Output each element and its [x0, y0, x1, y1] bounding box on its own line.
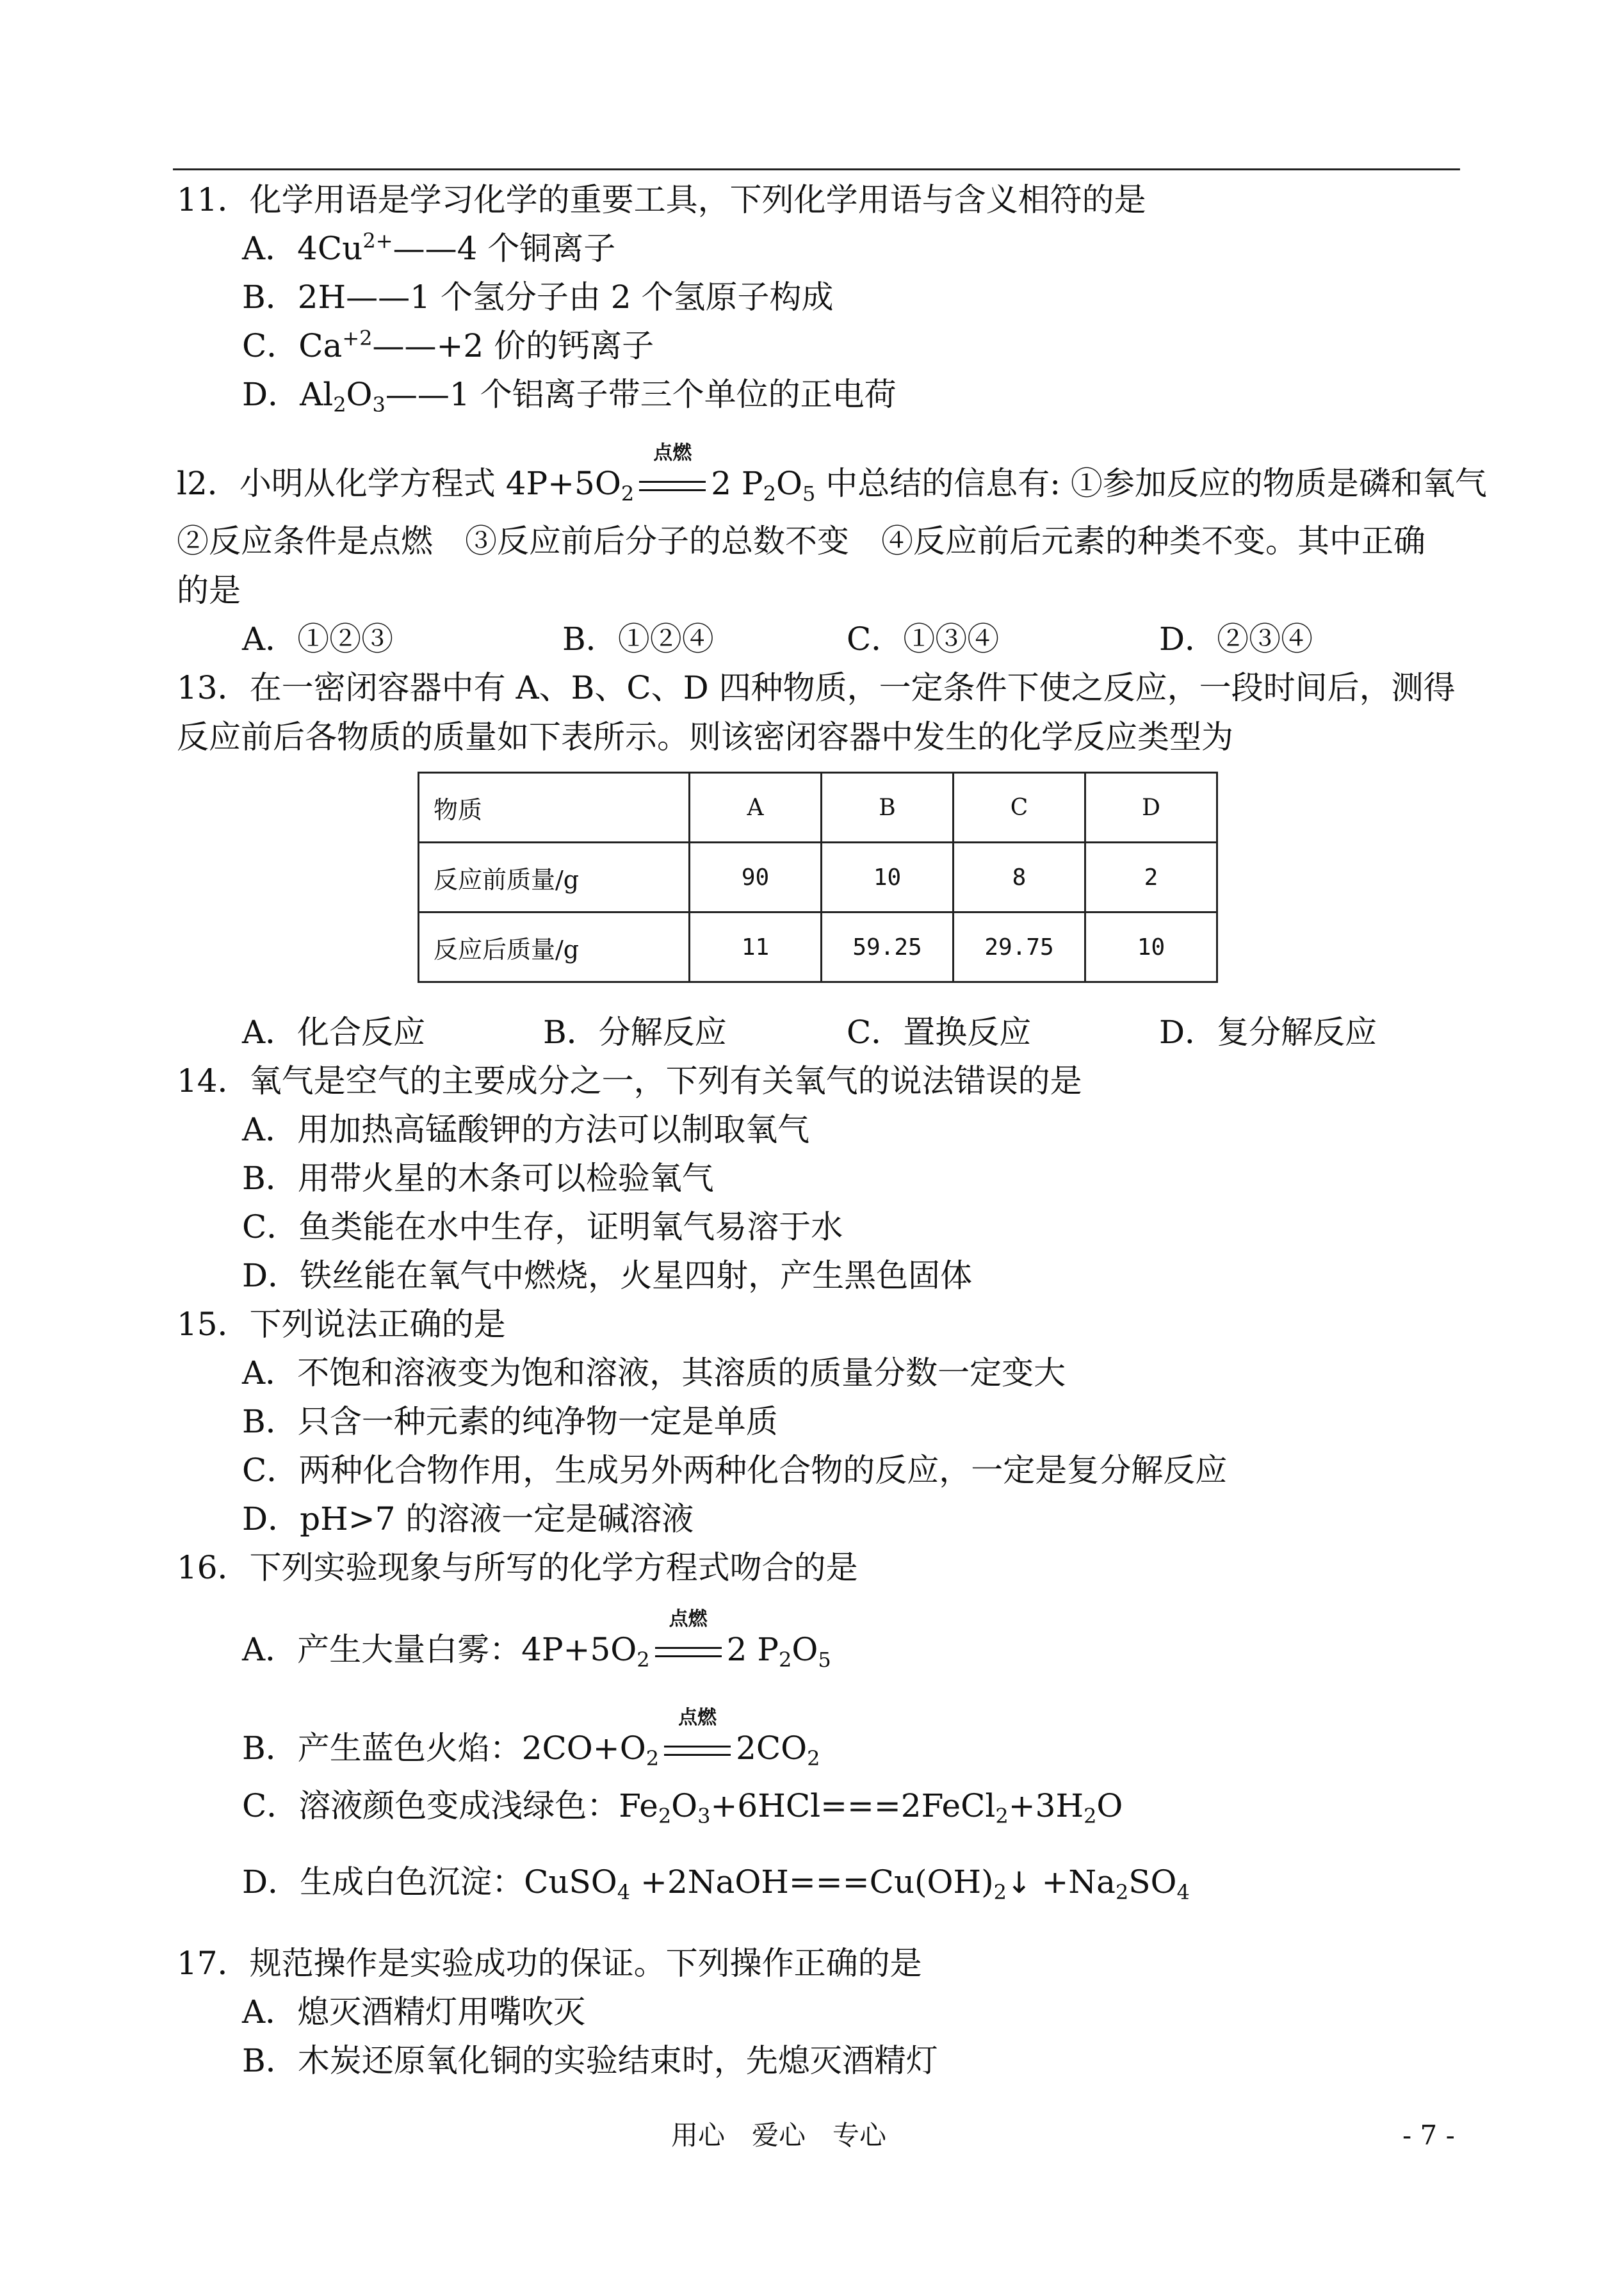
table-cell: C — [954, 773, 1085, 843]
table-cell: 59.25 — [822, 912, 954, 982]
q14-option-b: B．用带火星的木条可以检验氧气 — [242, 1160, 714, 1197]
q11-option-b: B．2H——1 个氢分子由 2 个氢原子构成 — [242, 279, 834, 316]
q17-option-b: B．木炭还原氧化铜的实验结束时，先熄灭酒精灯 — [242, 2042, 938, 2079]
table-cell: 物质 — [419, 773, 690, 843]
table-cell: D — [1085, 773, 1217, 843]
q12-option-a: A．①②③ — [242, 620, 394, 658]
q11-option-c: C．$Ca^{+2}——+2$ 价的钙离子 — [242, 326, 654, 364]
table-cell: 反应前质量/g — [419, 843, 690, 912]
q16-stem: 16．下列实验现象与所写的化学方程式吻合的是 — [177, 1549, 858, 1586]
page-number: - 7 - — [1402, 2120, 1455, 2151]
table-cell: 10 — [1085, 912, 1217, 982]
table-cell: A — [690, 773, 822, 843]
q14-option-d: D．铁丝能在氧气中燃烧，火星四射，产生黑色固体 — [242, 1257, 973, 1294]
table-cell: 90 — [690, 843, 822, 912]
q17-option-a: A．熄灭酒精灯用嘴吹灭 — [242, 1993, 586, 2031]
q13-option-a: A．化合反应 — [242, 1014, 426, 1051]
q13-option-d: D．复分解反应 — [1159, 1014, 1377, 1051]
mass-table — [418, 772, 1218, 983]
q14-stem: 14．氧气是空气的主要成分之一，下列有关氧气的说法错误的是 — [177, 1062, 1082, 1099]
q15-option-c: C．两种化合物作用，生成另外两种化合物的反应，一定是复分解反应 — [242, 1452, 1228, 1489]
q13-stem-line1: 13．在一密闭容器中有 A、B、C、D 四种物质，一定条件下使之反应，一段时间后，测得 — [177, 669, 1456, 706]
table-cell: 8 — [954, 843, 1085, 912]
q16-option-d: D．生成白色沉淀：CuSO$_4$ $+2NaOH===Cu(OH)_2↓ +Na_2SO_4$ — [242, 1863, 1190, 1904]
table-row — [419, 912, 1217, 982]
q15-option-b: B．只含一种元素的纯净物一定是单质 — [242, 1403, 778, 1440]
q11-option-a: A．$4Cu^{2+}——4$ 个铜离子 — [242, 229, 616, 267]
q12-stem: l2．小明从化学方程式 $4P+5O_2$ 点燃 2 $P_2O_5$ 中总结的信息有: ①参加反应的物质是磷和氧气 — [177, 442, 1487, 506]
q11-option-d: D．$Al_2O_3——1$ 个铝离子带三个单位的正电荷 — [242, 376, 897, 417]
table-header-row — [419, 773, 1217, 843]
q13-option-c: C．置换反应 — [847, 1014, 1032, 1051]
table-cell: 11 — [690, 912, 822, 982]
down-arrow-icon: ↓ — [1007, 1865, 1032, 1900]
q12-reaction-condition: 点燃 — [637, 464, 708, 503]
q16a-reaction-condition: 点燃 — [653, 1630, 724, 1669]
table-row — [419, 843, 1217, 912]
footer-motto: 用心 爱心 专心 — [671, 2120, 887, 2151]
q12-option-d: D．②③④ — [1159, 620, 1313, 658]
q13-option-b: B．分解反应 — [543, 1014, 727, 1051]
q12-stem-line2: ②反应条件是点燃 ③反应前后分子的总数不变 ④反应前后元素的种类不变。其中正确 — [177, 523, 1425, 560]
q16b-reaction-condition: 点燃 — [662, 1729, 733, 1767]
q12-option-c: C．①③④ — [847, 620, 1000, 658]
table-cell: B — [822, 773, 954, 843]
q16-option-c: C．溶液颜色变成浅绿色：$Fe_2O_3+6HCl===2FeCl_2+3H_2O$ — [242, 1787, 1123, 1828]
q14-option-c: C．鱼类能在水中生存，证明氧气易溶于水 — [242, 1208, 843, 1245]
q16-option-a: A．产生大量白雾：$4P+5O_2$ 点燃 2 $P_2O_5$ — [242, 1608, 831, 1672]
q13-stem-line2: 反应前后各物质的质量如下表所示。则该密闭容器中发生的化学反应类型为 — [177, 718, 1233, 756]
q17-stem: 17．规范操作是实验成功的保证。下列操作正确的是 — [177, 1945, 922, 1982]
q15-option-a: A．不饱和溶液变为饱和溶液，其溶质的质量分数一定变大 — [242, 1354, 1066, 1391]
table-cell: 10 — [822, 843, 954, 912]
table-cell: 反应后质量/g — [419, 912, 690, 982]
q12-stem-line3: 的是 — [177, 572, 241, 609]
table-cell: 29.75 — [954, 912, 1085, 982]
q14-option-a: A．用加热高锰酸钾的方法可以制取氧气 — [242, 1111, 810, 1148]
q12-option-b: B．①②④ — [562, 620, 714, 658]
header-rule — [173, 168, 1460, 170]
q11-stem: 11．化学用语是学习化学的重要工具，下列化学用语与含义相符的是 — [177, 181, 1146, 218]
table-cell: 2 — [1085, 843, 1217, 912]
q16-option-b: B．产生蓝色火焰：$2CO+O_2$ 点燃 $2CO_2$ — [242, 1707, 820, 1771]
q15-stem: 15．下列说法正确的是 — [177, 1306, 506, 1343]
q15-option-d: D．pH>7 的溶液一定是碱溶液 — [242, 1500, 694, 1537]
